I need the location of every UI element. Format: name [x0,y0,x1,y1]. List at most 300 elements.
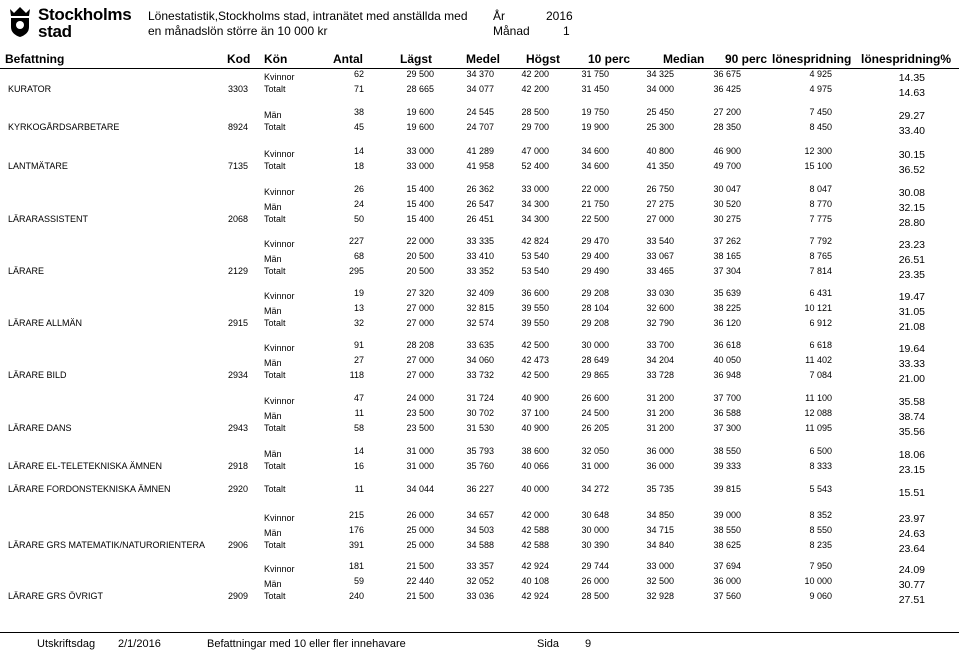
value-cell: 14 [353,446,364,456]
value-cell: 40 900 [521,393,549,403]
value-cell: 33 635 [466,340,494,350]
job-code: 8924 [227,122,248,132]
value-cell: 32 790 [646,318,674,328]
value-cell: 53 540 [521,251,549,261]
value-cell: 295 [348,266,364,276]
value-cell: 118 [349,370,364,380]
gender-cell: Män [264,110,282,120]
value-cell: 38 600 [521,446,549,456]
value-cell: 31 530 [466,423,494,433]
value-cell: 8 235 [809,540,832,550]
value-cell: 33 000 [646,561,674,571]
value-cell: 38 625 [713,540,741,550]
value-cell: 41 958 [466,161,494,171]
job-code: 2909 [227,591,248,601]
value-cell: 25 300 [646,122,674,132]
value-cell: 34 000 [646,84,674,94]
gender-cell: Män [264,254,282,264]
value-cell: 34 272 [581,484,609,494]
percent-cell: 15.51 [898,487,925,499]
value-cell: 22 000 [406,236,434,246]
value-cell: 37 100 [521,408,549,418]
value-cell: 30 000 [581,525,609,535]
value-cell: 42 500 [521,370,549,380]
percent-cell: 33.33 [898,358,925,370]
value-cell: 35 735 [646,484,674,494]
value-cell: 16 [353,461,364,471]
value-cell: 31 000 [406,446,434,456]
value-cell: 28 649 [581,355,609,365]
value-cell: 28 208 [406,340,434,350]
gender-cell: Totalt [264,122,286,132]
year-label: År [493,9,505,23]
value-cell: 32 600 [646,303,674,313]
value-cell: 19 600 [406,107,434,117]
value-cell: 32 050 [581,446,609,456]
job-title: LÄRARE FORDONSTEKNISKA ÄMNEN [8,484,171,494]
value-cell: 34 077 [466,84,494,94]
value-cell: 33 036 [466,591,494,601]
value-cell: 38 225 [713,303,741,313]
value-cell: 39 000 [713,510,741,520]
value-cell: 50 [353,214,364,224]
value-cell: 14 [353,146,364,156]
job-code: 2934 [227,370,248,380]
gender-cell: Kvinnor [264,513,295,523]
value-cell: 4 975 [809,84,832,94]
gender-cell: Kvinnor [264,72,295,82]
value-cell: 33 335 [466,236,494,246]
value-cell: 15 400 [406,199,434,209]
value-cell: 91 [353,340,364,350]
value-cell: 34 044 [406,484,434,494]
percent-cell: 26.51 [898,254,925,266]
value-cell: 42 200 [521,84,549,94]
value-cell: 33 352 [466,266,494,276]
percent-cell: 33.40 [898,125,925,137]
job-code: 2906 [227,540,248,550]
value-cell: 7 084 [809,370,832,380]
value-cell: 42 924 [521,561,549,571]
value-cell: 23 500 [406,408,434,418]
value-cell: 22 000 [581,184,609,194]
value-cell: 7 775 [809,214,832,224]
value-cell: 62 [353,69,364,79]
gender-cell: Totalt [264,423,286,433]
value-cell: 59 [353,576,364,586]
percent-cell: 21.08 [898,321,925,333]
job-code: 3303 [227,84,248,94]
percent-cell: 19.64 [898,343,925,355]
value-cell: 7 792 [809,236,832,246]
value-cell: 34 204 [646,355,674,365]
value-cell: 19 600 [406,122,434,132]
value-cell: 11 095 [805,423,832,433]
value-cell: 31 200 [646,408,674,418]
value-cell: 30 390 [581,540,609,550]
percent-cell: 35.56 [898,426,925,438]
gender-cell: Män [264,579,282,589]
value-cell: 32 [353,318,364,328]
value-cell: 42 588 [521,540,549,550]
value-cell: 36 948 [713,370,741,380]
value-cell: 215 [348,510,364,520]
value-cell: 27 000 [406,355,434,365]
value-cell: 8 765 [809,251,832,261]
value-cell: 22 440 [406,576,434,586]
gender-cell: Totalt [264,540,286,550]
percent-cell: 38.74 [898,411,925,423]
logo-text-line1: Stockholms [38,5,132,24]
value-cell: 10 000 [804,576,832,586]
value-cell: 25 000 [406,525,434,535]
value-cell: 39 815 [713,484,741,494]
value-cell: 26 000 [406,510,434,520]
value-cell: 31 000 [406,461,434,471]
value-cell: 40 050 [713,355,741,365]
percent-cell: 27.51 [898,594,925,606]
value-cell: 24 [353,199,364,209]
percent-cell: 31.05 [898,306,925,318]
percent-cell: 19.47 [898,291,925,303]
value-cell: 391 [348,540,364,550]
gender-cell: Totalt [264,484,286,494]
value-cell: 40 000 [521,484,549,494]
col-kod: Kod [227,52,251,66]
value-cell: 36 425 [713,84,741,94]
value-cell: 39 333 [713,461,741,471]
value-cell: 37 262 [713,236,741,246]
col-lonespridning: lönespridning [772,52,852,66]
job-code: 2915 [227,318,248,328]
value-cell: 31 450 [581,84,609,94]
job-code: 2129 [227,266,248,276]
value-cell: 5 543 [809,484,832,494]
value-cell: 18 [353,161,364,171]
value-cell: 30 275 [713,214,741,224]
value-cell: 7 814 [809,266,832,276]
percent-cell: 30.15 [898,149,925,161]
value-cell: 30 702 [466,408,494,418]
value-cell: 227 [348,236,364,246]
value-cell: 26 362 [466,184,494,194]
value-cell: 41 350 [646,161,674,171]
print-date-label: Utskriftsdag [37,638,96,650]
value-cell: 23 500 [406,423,434,433]
value-cell: 22 500 [581,214,609,224]
value-cell: 29 865 [581,370,609,380]
percent-cell: 23.23 [898,239,925,251]
value-cell: 8 550 [809,525,832,535]
value-cell: 52 400 [521,161,549,171]
job-title: LÄRARE EL-TELETEKNISKA ÄMNEN [8,461,163,471]
value-cell: 6 500 [809,446,832,456]
month-label: Månad [493,24,530,38]
value-cell: 15 100 [804,161,832,171]
value-cell: 34 503 [466,525,494,535]
value-cell: 36 675 [713,69,741,79]
value-cell: 35 760 [466,461,494,471]
value-cell: 34 840 [646,540,674,550]
page-label: Sida [537,638,560,650]
col-90perc: 90 perc [725,52,768,66]
value-cell: 28 500 [521,107,549,117]
value-cell: 20 500 [406,266,434,276]
value-cell: 34 060 [466,355,494,365]
value-cell: 11 [354,408,364,418]
gender-cell: Totalt [264,214,286,224]
footer-note: Befattningar med 10 eller fler innehavare [207,638,406,650]
value-cell: 29 400 [581,251,609,261]
value-cell: 20 500 [406,251,434,261]
value-cell: 25 450 [646,107,674,117]
value-cell: 39 550 [521,303,549,313]
gender-cell: Män [264,202,282,212]
job-title: LÄRARE [8,266,45,276]
value-cell: 42 200 [521,69,549,79]
value-cell: 37 300 [713,423,741,433]
value-cell: 21 500 [406,591,434,601]
col-kon: Kön [264,52,288,66]
value-cell: 40 800 [646,146,674,156]
job-title: LÄRARE ALLMÄN [8,318,83,328]
value-cell: 26 451 [466,214,494,224]
value-cell: 9 060 [809,591,832,601]
job-title: LÄRARASSISTENT [8,214,89,224]
value-cell: 36 618 [713,340,741,350]
value-cell: 42 588 [521,525,549,535]
value-cell: 27 000 [646,214,674,224]
value-cell: 33 357 [466,561,494,571]
value-cell: 33 700 [646,340,674,350]
value-cell: 12 088 [804,408,832,418]
report-title-line2: en månadslön större än 10 000 kr [148,24,328,38]
value-cell: 13 [353,303,364,313]
value-cell: 15 400 [406,214,434,224]
col-lonespridning-pct: lönespridning% [861,52,951,66]
percent-cell: 28.80 [898,217,925,229]
job-title: LÄRARE DANS [8,423,72,433]
value-cell: 29 470 [581,236,609,246]
value-cell: 8 333 [809,461,832,471]
value-cell: 8 450 [809,122,832,132]
percent-cell: 18.06 [898,449,925,461]
value-cell: 34 370 [466,69,494,79]
value-cell: 32 500 [646,576,674,586]
gender-cell: Totalt [264,84,286,94]
value-cell: 42 824 [521,236,549,246]
value-cell: 36 120 [713,318,741,328]
value-cell: 27 000 [406,370,434,380]
value-cell: 32 574 [466,318,494,328]
job-code: 2920 [227,484,248,494]
value-cell: 25 000 [406,540,434,550]
value-cell: 40 108 [521,576,549,586]
col-antal: Antal [333,52,363,66]
job-title: KURATOR [8,84,52,94]
value-cell: 32 052 [466,576,494,586]
value-cell: 19 750 [581,107,609,117]
value-cell: 34 600 [581,146,609,156]
value-cell: 6 431 [809,288,832,298]
percent-cell: 29.27 [898,110,925,122]
value-cell: 42 473 [521,355,549,365]
col-median: Median [663,52,705,66]
gender-cell: Kvinnor [264,187,295,197]
gender-cell: Totalt [264,461,286,471]
value-cell: 8 352 [809,510,832,520]
print-date: 2/1/2016 [118,638,161,650]
value-cell: 24 707 [466,122,494,132]
value-cell: 12 300 [804,146,832,156]
gender-cell: Män [264,449,282,459]
value-cell: 47 [353,393,364,403]
percent-cell: 23.15 [898,464,925,476]
value-cell: 15 400 [406,184,434,194]
value-cell: 21 500 [406,561,434,571]
gender-cell: Kvinnor [264,396,295,406]
value-cell: 28 500 [581,591,609,601]
value-cell: 47 000 [521,146,549,156]
gender-cell: Kvinnor [264,239,295,249]
value-cell: 29 744 [581,561,609,571]
value-cell: 40 066 [521,461,549,471]
gender-cell: Totalt [264,161,286,171]
job-title: LÄRARE BILD [8,370,67,380]
gender-cell: Kvinnor [264,291,295,301]
gender-cell: Män [264,306,282,316]
value-cell: 27 320 [406,288,434,298]
value-cell: 34 325 [646,69,674,79]
value-cell: 21 750 [581,199,609,209]
job-title: LANTMÄTARE [8,161,68,171]
value-cell: 27 275 [646,199,674,209]
value-cell: 46 900 [713,146,741,156]
value-cell: 68 [353,251,364,261]
gender-cell: Män [264,358,282,368]
value-cell: 35 639 [713,288,741,298]
value-cell: 36 588 [713,408,741,418]
value-cell: 33 000 [406,161,434,171]
value-cell: 36 000 [646,461,674,471]
value-cell: 39 550 [521,318,549,328]
value-cell: 240 [348,591,364,601]
value-cell: 33 540 [646,236,674,246]
value-cell: 36 000 [646,446,674,456]
value-cell: 42 000 [521,510,549,520]
value-cell: 26 205 [581,423,609,433]
percent-cell: 21.00 [898,373,925,385]
percent-cell: 30.08 [898,187,925,199]
value-cell: 176 [348,525,364,535]
value-cell: 27 000 [406,318,434,328]
value-cell: 11 402 [805,355,832,365]
value-cell: 42 924 [521,591,549,601]
value-cell: 26 000 [581,576,609,586]
percent-cell: 24.63 [898,528,925,540]
value-cell: 30 648 [581,510,609,520]
job-code: 2943 [227,423,248,433]
gender-cell: Totalt [264,318,286,328]
percent-cell: 23.35 [898,269,925,281]
job-title: LÄRARE GRS ÖVRIGT [8,591,104,601]
percent-cell: 32.15 [898,202,925,214]
value-cell: 29 500 [406,69,434,79]
value-cell: 40 900 [521,423,549,433]
value-cell: 29 208 [581,288,609,298]
gender-cell: Kvinnor [264,564,295,574]
percent-cell: 24.09 [898,564,925,576]
value-cell: 30 047 [713,184,741,194]
value-cell: 34 850 [646,510,674,520]
value-cell: 30 520 [713,199,741,209]
value-cell: 27 [353,355,364,365]
value-cell: 49 700 [713,161,741,171]
percent-cell: 35.58 [898,396,925,408]
stockholm-logo [8,5,138,39]
value-cell: 35 793 [466,446,494,456]
value-cell: 30 000 [581,340,609,350]
gender-cell: Män [264,411,282,421]
value-cell: 37 694 [713,561,741,571]
gender-cell: Totalt [264,370,286,380]
value-cell: 36 227 [466,484,494,494]
value-cell: 7 450 [809,107,832,117]
value-cell: 34 600 [581,161,609,171]
value-cell: 11 100 [805,393,832,403]
gender-cell: Kvinnor [264,343,295,353]
value-cell: 38 550 [713,446,741,456]
col-hogst: Högst [526,52,560,66]
value-cell: 31 200 [646,393,674,403]
value-cell: 33 732 [466,370,494,380]
value-cell: 33 465 [646,266,674,276]
value-cell: 38 550 [713,525,741,535]
value-cell: 33 030 [646,288,674,298]
value-cell: 6 618 [809,340,832,350]
value-cell: 26 547 [466,199,494,209]
value-cell: 33 067 [646,251,674,261]
value-cell: 37 304 [713,266,741,276]
gender-cell: Kvinnor [264,149,295,159]
value-cell: 37 700 [713,393,741,403]
value-cell: 29 208 [581,318,609,328]
value-cell: 33 000 [406,146,434,156]
col-befattning: Befattning [5,52,65,66]
value-cell: 24 000 [406,393,434,403]
percent-cell: 36.52 [898,164,925,176]
crown-shield-icon [8,5,32,37]
value-cell: 33 410 [466,251,494,261]
value-cell: 24 500 [581,408,609,418]
col-medel: Medel [466,52,501,66]
value-cell: 32 409 [466,288,494,298]
value-cell: 33 728 [646,370,674,380]
value-cell: 38 165 [713,251,741,261]
value-cell: 33 000 [521,184,549,194]
value-cell: 19 900 [581,122,609,132]
value-cell: 31 750 [581,69,609,79]
value-cell: 7 950 [809,561,832,571]
value-cell: 8 047 [809,184,832,194]
value-cell: 42 500 [521,340,549,350]
value-cell: 34 588 [466,540,494,550]
value-cell: 19 [353,288,364,298]
percent-cell: 23.97 [898,513,925,525]
job-code: 7135 [227,161,248,171]
value-cell: 27 000 [406,303,434,313]
report-title-line1: Lönestatistik,Stockholms stad, intranätet med anställda med [148,9,468,23]
